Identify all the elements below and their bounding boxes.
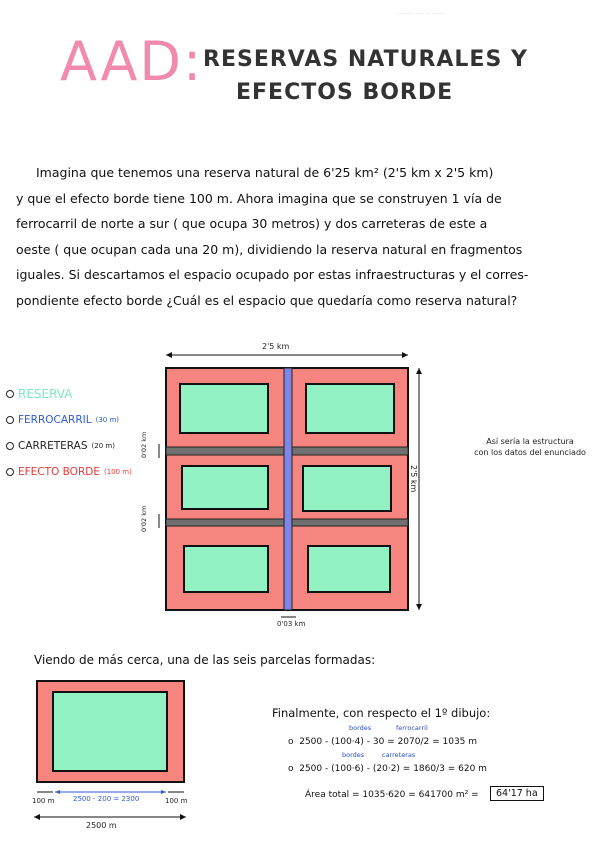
legend-label: EFECTO BORDE xyxy=(18,466,100,478)
top-dimension-label: 2'5 km xyxy=(262,342,290,351)
closer-heading: Viendo de más cerca, una de las seis parcelas formadas: xyxy=(34,653,376,667)
right-edge-label: 100 m xyxy=(165,797,188,805)
legend-note: (100 m) xyxy=(103,468,132,476)
problem-paragraph xyxy=(16,160,586,313)
reserve-plot xyxy=(182,466,268,509)
paragraph-line: Imagina que tenemos una reserva natural de 6'25 km² (2'5 km x 2'5 km) xyxy=(36,165,494,180)
arrow-icon xyxy=(161,790,166,794)
reserve-plot xyxy=(180,384,268,433)
bullet-icon xyxy=(6,390,14,398)
bullet-icon xyxy=(6,416,14,424)
reserve-diagram xyxy=(140,338,440,638)
paragraph-line: ferrocarril de norte a sur ( que ocupa 30 metros) y dos carreteras de este a xyxy=(16,216,488,231)
arrow-icon xyxy=(402,352,408,358)
bullet-icon: o xyxy=(288,737,300,747)
reserve-plot xyxy=(303,466,391,511)
header-scribble: ...... ... ....... xyxy=(398,10,445,16)
arrow-icon xyxy=(55,790,60,794)
arrow-icon xyxy=(416,604,422,610)
bullet-icon: o xyxy=(288,764,300,774)
reserve-plot xyxy=(308,546,390,592)
legend-item-efecto-borde xyxy=(6,459,132,485)
diagram-note xyxy=(462,436,598,458)
bottom-dimension-label: 0'03 km xyxy=(277,620,306,628)
page-subtitle-line2: EFECTOS BORDE xyxy=(236,80,454,105)
calc-tag: bordes xyxy=(342,751,365,759)
legend-item-carreteras xyxy=(6,433,132,459)
note-line: Así sería la estructura xyxy=(486,437,574,446)
calc-line-text: 2500 - (100·4) - 30 = 2070/2 = 1035 m xyxy=(299,737,478,747)
page-title: AAD: xyxy=(60,30,204,93)
left-dimension-label: 0'02 km xyxy=(140,505,148,532)
legend-label: CARRETERAS xyxy=(18,440,88,452)
bottom-dimension-label: 2500 m xyxy=(86,821,117,830)
calc-line xyxy=(288,737,477,747)
legend-note: (20 m) xyxy=(91,442,115,450)
legend-note: (30 m) xyxy=(95,416,120,424)
paragraph-line: iguales. Si descartamos el espacio ocupado por estas infraestructuras y el corres- xyxy=(16,267,529,282)
right-dimension-label: 2'5 km xyxy=(409,465,418,493)
calc-tag: bordes xyxy=(349,724,372,732)
area-line: Área total = 1035·620 = 641700 m² = xyxy=(305,790,479,800)
calc-tag: ferrocarril xyxy=(396,724,428,732)
paragraph-line: y que el efecto borde tiene 100 m. Ahora imagina que se construyen 1 vía de xyxy=(16,190,502,206)
arrow-icon xyxy=(180,814,186,820)
calc-line-text: 2500 - (100·6) - (20·2) = 1860/3 = 620 m xyxy=(299,764,487,774)
paragraph-line: oeste ( que ocupan cada una 20 m), dividiendo la reserva natural en fragmentos xyxy=(16,241,523,257)
left-edge-label: 100 m xyxy=(32,797,55,805)
legend xyxy=(6,381,132,485)
inner-dimension-label: 2500 - 200 = 2300 xyxy=(73,795,140,803)
legend-label: FERROCARRIL xyxy=(18,414,92,426)
bullet-icon xyxy=(6,442,14,450)
left-dimension-label: 0'02 km xyxy=(140,431,148,458)
paragraph-line: pondiente efecto borde ¿Cuál es el espacio que quedaría como reserva natural? xyxy=(16,292,518,308)
parcel-reserve xyxy=(53,692,167,771)
reserve-plot xyxy=(306,384,394,433)
arrow-icon xyxy=(416,368,422,374)
legend-item-reserva xyxy=(6,381,132,407)
legend-label: RESERVA xyxy=(18,387,73,401)
arrow-icon xyxy=(34,814,40,820)
railway xyxy=(284,368,292,610)
page-subtitle-line1: RESERVAS NATURALES Y xyxy=(203,47,528,72)
note-line: con los datos del enunciado xyxy=(474,448,586,457)
answer-box: 64'17 ha xyxy=(490,786,544,801)
arrow-icon xyxy=(166,352,172,358)
calc-heading: Finalmente, con respecto el 1º dibujo: xyxy=(272,706,491,720)
calc-line xyxy=(288,764,487,774)
bullet-icon xyxy=(6,468,14,476)
reserve-plot xyxy=(184,546,268,592)
legend-item-ferrocarril xyxy=(6,407,132,433)
calc-tag: carreteras xyxy=(382,751,416,759)
